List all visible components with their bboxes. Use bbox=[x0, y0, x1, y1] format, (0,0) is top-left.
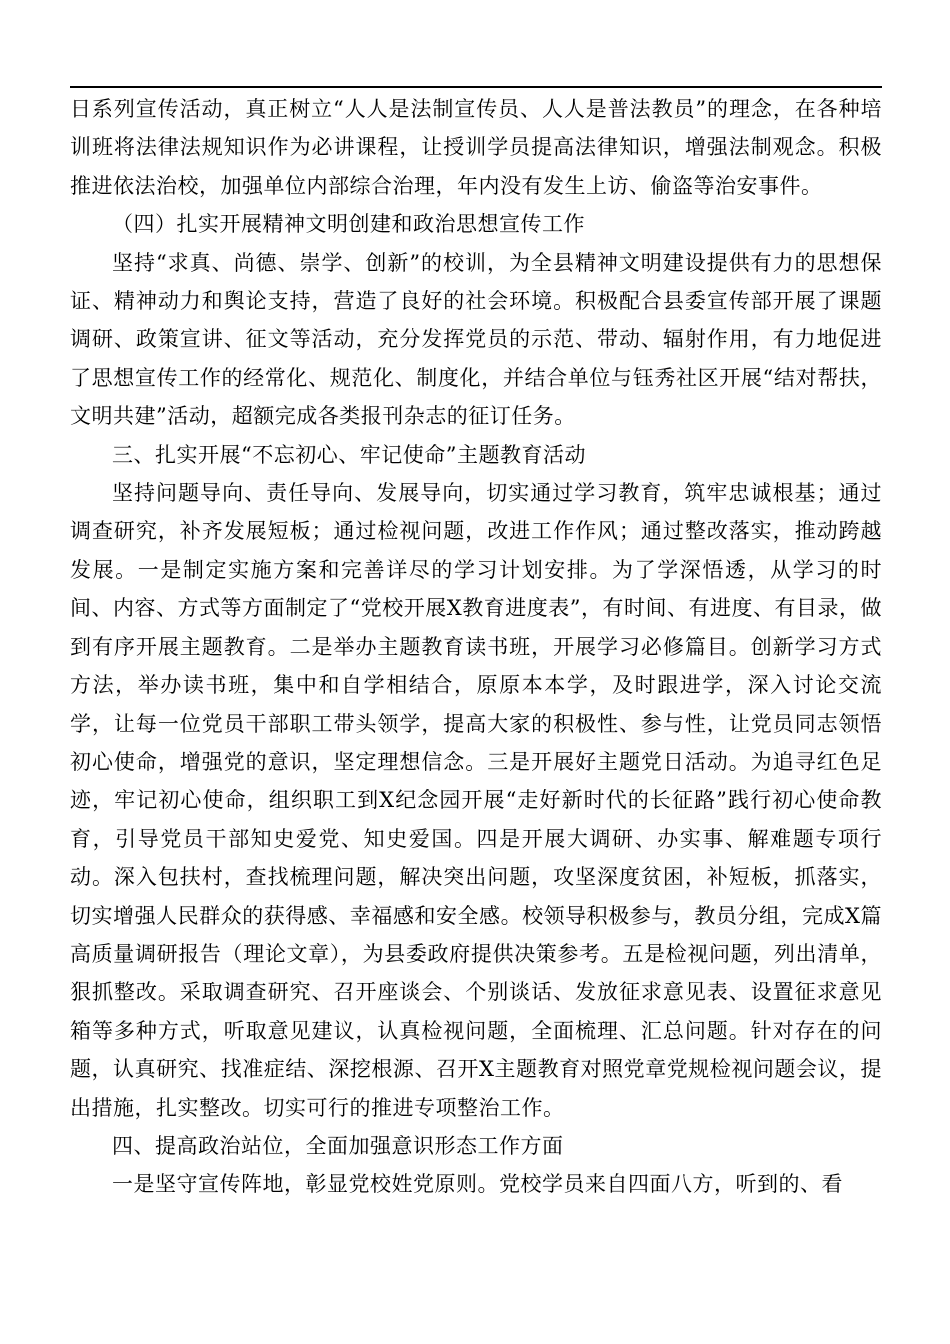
paragraph-theme-education: 坚持问题导向、责任导向、发展导向，切实通过学习教育，筑牢忠诚根基；通过调查研究，补齐发展短板；通过检视问题，改进工作作风；通过整改落实，推动跨越发展。一是制定实施方案和完善详尽的学习计划安排。为了学深悟透，从学习的时间、内容、方式等方面制定了“党校开展X教育进度表”，有时间、有进度、有目录，做到有序开展主题教育。二是举办主题教育读书班，开展学习必修篇目。创新学习方式方法，举办读书班，集中和自学相结合，原原本本学，及时跟进学，深入讨论交流学，让每一位党员干部职工带头领学，提高大家的积极性、参与性，让党员同志领悟初心使命，增强党的意识，坚定理想信念。三是开展好主题党日活动。为追寻红色足迹，牢记初心使命，组织职工到X纪念园开展“走好新时代的长征路”践行初心使命教育，引导党员干部知史爱党、知史爱国。四是开展大调研、办实事、解难题专项行动。深入包扶村，查找梳理问题，解决突出问题，攻坚深度贫困，补短板，抓落实，切实增强人民群众的获得感、幸福感和安全感。校领导积极参与，教员分组，完成X篇高质量调研报告（理论文章），为县委政府提供决策参考。五是检视问题，列出清单，狠抓整改。采取调查研究、召开座谈会、个别谈话、发放征求意见表、设置征求意见箱等多种方式，听取意见建议，认真检视问题，全面梳理、汇总问题。针对存在的问题，认真研究、找准症结、深挖根源、召开X主题教育对照党章党规检视问题会议，提出措施，扎实整改。切实可行的推进专项整治工作。 bbox=[70, 481, 882, 1120]
document-body bbox=[70, 90, 882, 1204]
document-page bbox=[70, 86, 882, 1204]
section-heading-three: 三、扎实开展“不忘初心、牢记使命”主题教育活动 bbox=[112, 442, 586, 467]
section-heading-4: （四）扎实开展精神文明创建和政治思想宣传工作 bbox=[112, 212, 585, 237]
section-heading-four: 四、提高政治站位，全面加强意识形态工作方面 bbox=[112, 1133, 564, 1158]
paragraph-continuation: 日系列宣传活动，真正树立“人人是法制宣传员、人人是普法教员”的理念，在各种培训班将法律法规知识作为必讲课程，让授训学员提高法律知识，增强法制观念。积极推进依法治校，加强单位内部综合治理，年内没有发生上访、偷盗等治安事件。 bbox=[70, 97, 882, 198]
paragraph-ideology: 一是坚守宣传阵地，彰显党校姓党原则。党校学员来自四面八方，听到的、看 bbox=[112, 1172, 843, 1197]
header-rule bbox=[70, 86, 882, 88]
paragraph-spiritual-civilization: 坚持“求真、尚德、崇学、创新”的校训，为全县精神文明建设提供有力的思想保证、精神动力和舆论支持，营造了良好的社会环境。积极配合县委宣传部开展了课题调研、政策宣讲、征文等活动，充分发挥党员的示范、带动、辐射作用，有力地促进了思想宣传工作的经常化、规范化、制度化，并结合单位与钰秀社区开展“结对帮扶，文明共建”活动，超额完成各类报刊杂志的征订任务。 bbox=[70, 250, 882, 429]
